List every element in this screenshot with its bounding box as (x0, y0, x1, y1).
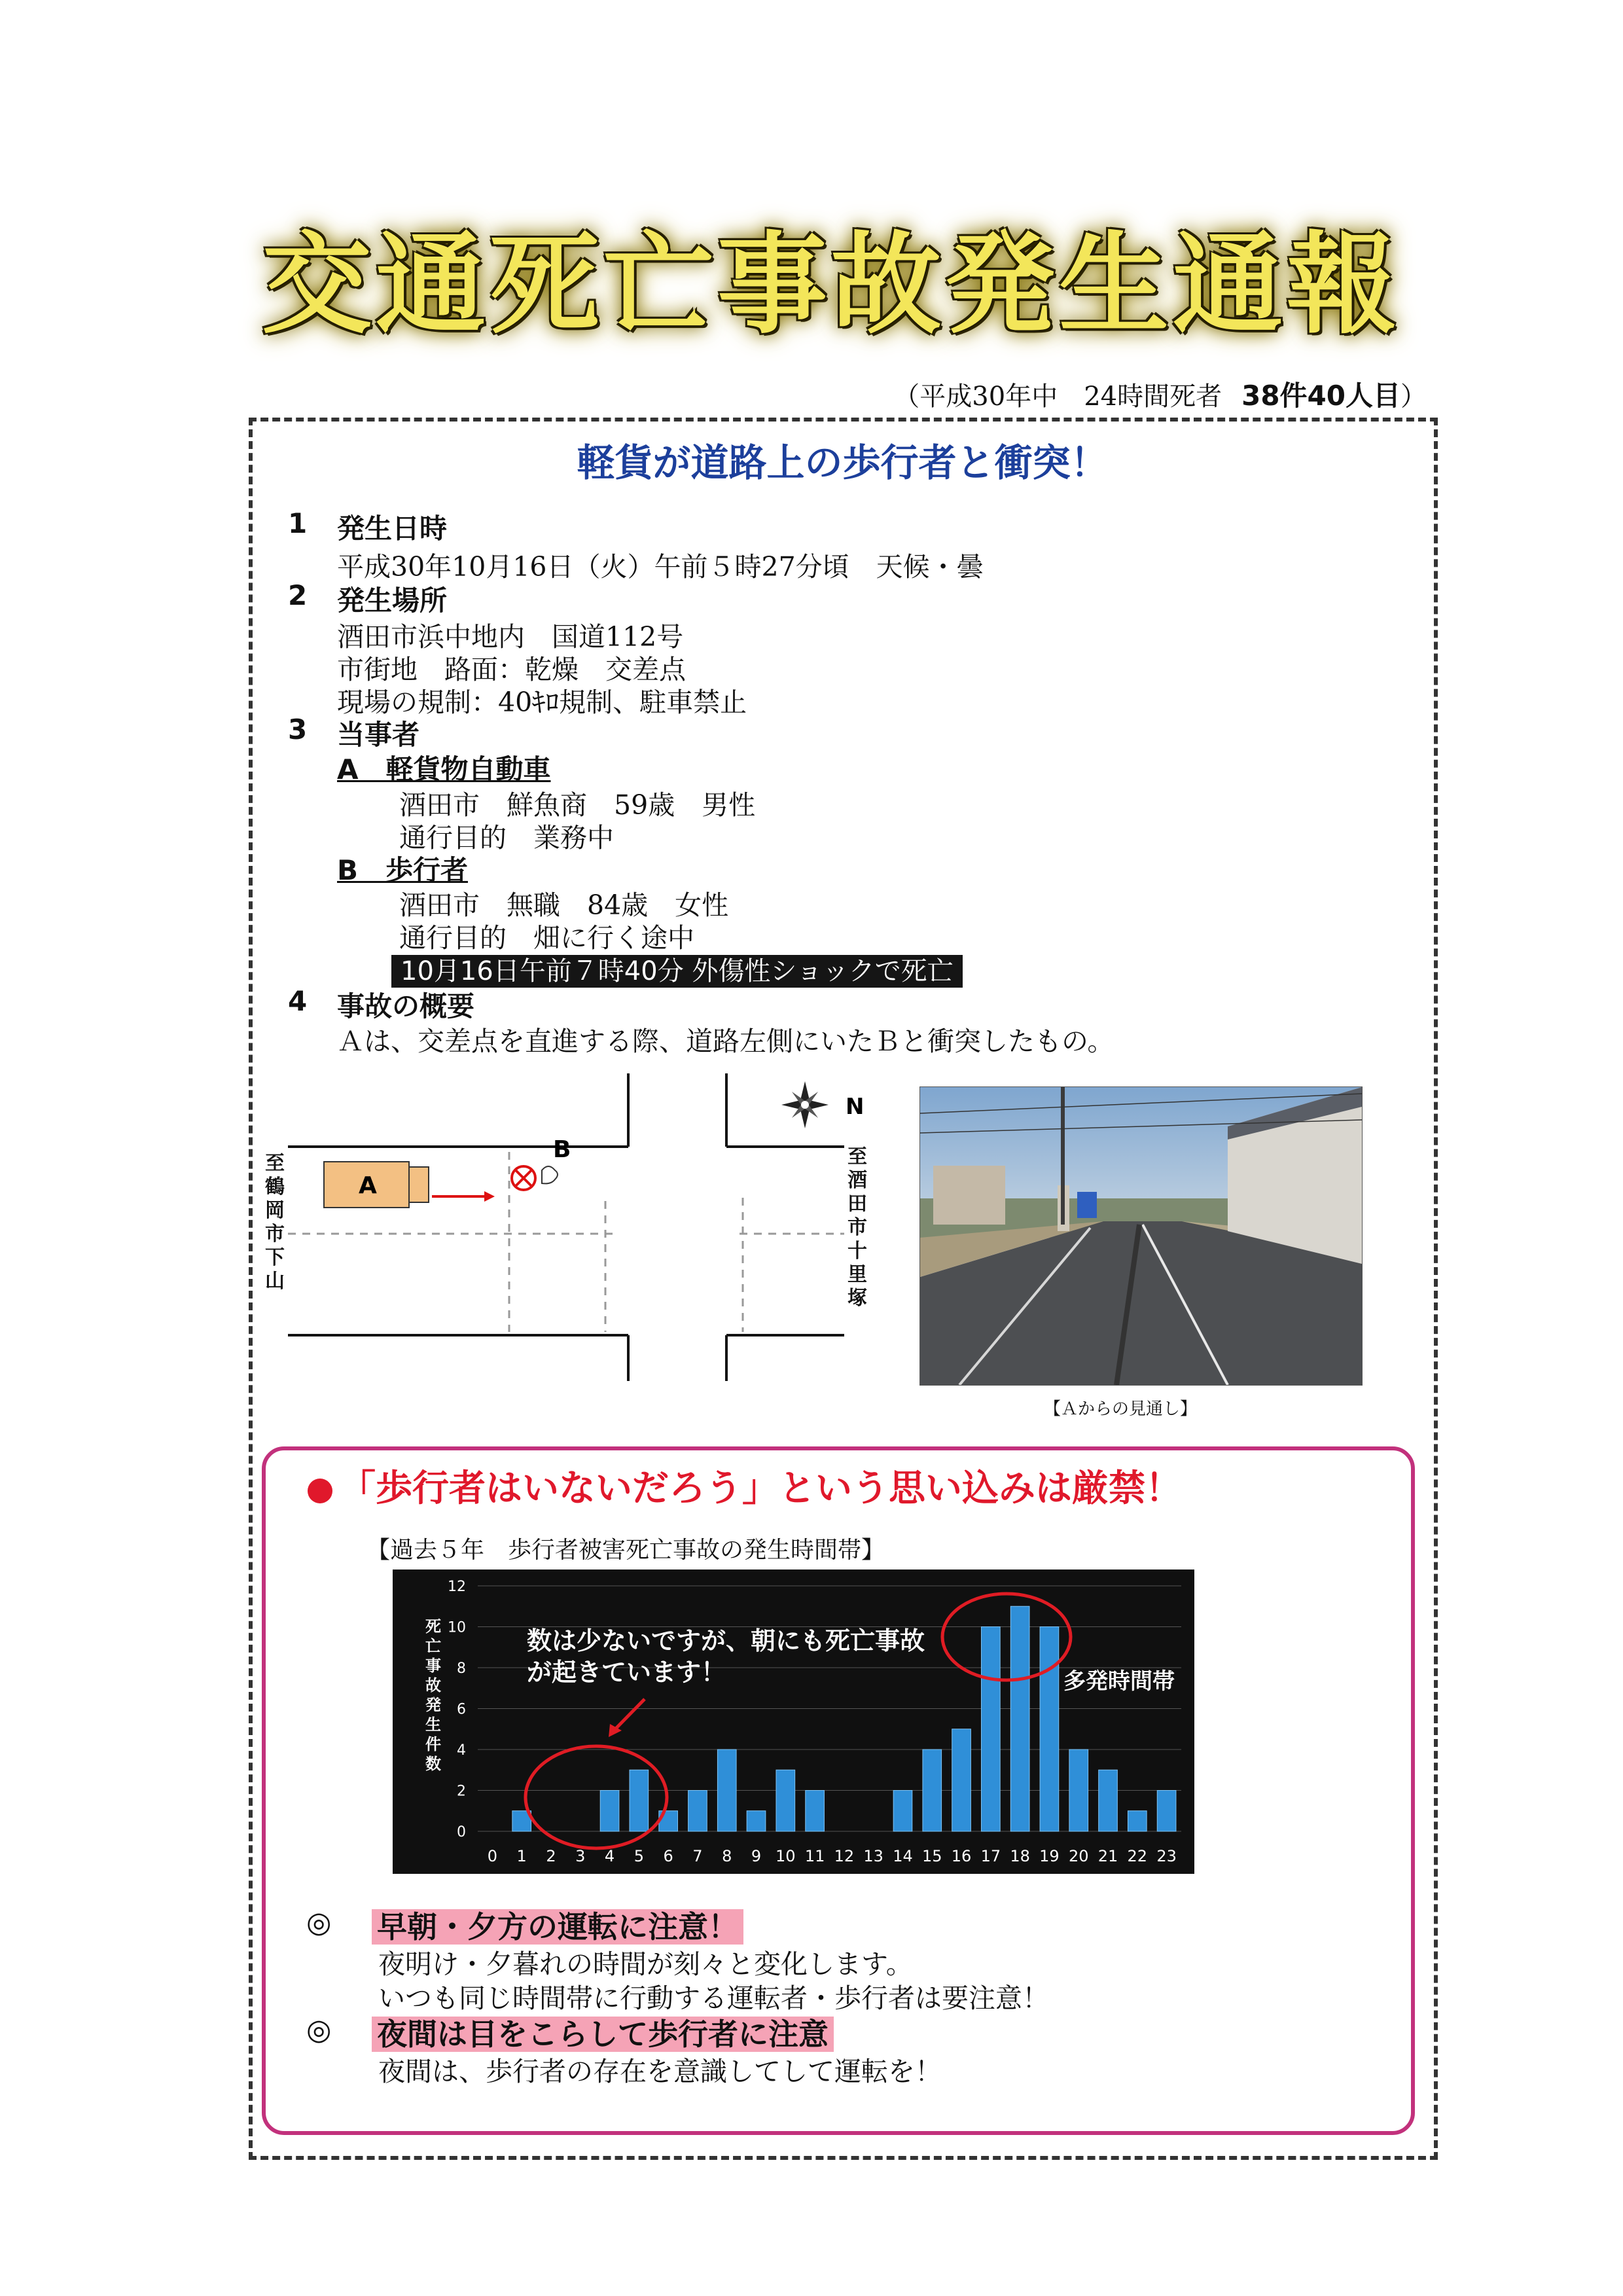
tip-2-heading: 夜間は目をこらして歩行者に注意 (372, 2017, 834, 2052)
fatality-count-line (893, 374, 1427, 414)
road-view-photo (919, 1086, 1363, 1386)
accident-summary: Ａは、交差点を直進する際、道路左側にいたＢと衝突したもの。 (337, 1026, 1115, 1057)
compass-icon (781, 1081, 829, 1128)
fatality-count-prefix: （平成30年中 24時間死者 (893, 382, 1222, 412)
chart-x-tick-label: 20 (1068, 1847, 1089, 1865)
chart-bar-hour-5 (630, 1770, 649, 1831)
east-destination-label: 至酒田市十里塚 (847, 1145, 867, 1310)
chart-bar-hour-9 (747, 1811, 766, 1831)
tip-2-mark: ◎ (306, 2013, 332, 2047)
section-1-number: 1 (288, 507, 308, 539)
party-b-heading: B 歩行者 (337, 854, 469, 886)
fatality-count-suffix: ） (1400, 382, 1427, 412)
west-destination-label: 至鶴岡市下山 (265, 1152, 285, 1293)
chart-x-tick-label: 21 (1097, 1847, 1118, 1865)
chart-bar-hour-8 (717, 1749, 736, 1831)
chart-annotation-morning-line-1: 数は少ないですが、朝にも死亡事故 (527, 1626, 925, 1655)
section-1-heading: 発生日時 (337, 512, 448, 545)
section-4-number: 4 (288, 985, 308, 1017)
chart-x-tick-label: 13 (863, 1847, 883, 1865)
tip-1-mark: ◎ (306, 1906, 332, 1939)
chart-bar-hour-21 (1099, 1770, 1118, 1831)
north-label: N (846, 1094, 865, 1120)
party-a-line-2: 通行目的 業務中 (399, 822, 614, 853)
party-b-line-2: 通行目的 畑に行く途中 (399, 922, 694, 954)
chart-x-tick-label: 15 (921, 1847, 942, 1865)
chart-x-tick-label: 4 (604, 1847, 615, 1865)
chart-bar-hour-11 (806, 1791, 825, 1832)
red-dot-icon (308, 1479, 332, 1503)
chart-x-tick-label: 7 (692, 1847, 703, 1865)
tip-1-heading: 早朝・夕方の運転に注意！ (372, 1909, 743, 1945)
chart-y-tick-label: 4 (457, 1742, 466, 1759)
chart-bar-hour-16 (952, 1729, 971, 1831)
chart-bar-hour-15 (923, 1749, 942, 1831)
section-2-heading: 発生場所 (337, 584, 448, 617)
tip-2-line-1: 夜間は、歩行者の存在を意識してして運転を！ (378, 2056, 942, 2087)
chart-y-tick-label: 6 (457, 1701, 466, 1718)
chart-bar-hour-23 (1157, 1791, 1176, 1832)
chart-x-tick-label: 5 (633, 1847, 644, 1865)
chart-bar-hour-17 (982, 1627, 1001, 1832)
chart-x-tick-label: 19 (1039, 1847, 1060, 1865)
chart-y-tick-label: 10 (448, 1619, 466, 1636)
direction-arrow-icon (484, 1191, 495, 1202)
chart-annotation-peak: 多発時間帯 (1063, 1668, 1175, 1695)
vehicle-a-label: A (359, 1172, 377, 1199)
section-3-number: 3 (288, 713, 308, 745)
chart-y-tick-label: 12 (448, 1579, 466, 1595)
chart-x-tick-label: 22 (1127, 1847, 1148, 1865)
tip-1-line-1: 夜明け・夕暮れの時間が刻々と変化します。 (378, 1948, 913, 1980)
fatal-accident-hour-chart (393, 1570, 1194, 1874)
section-3-heading: 当事者 (337, 719, 420, 751)
chart-x-tick-label: 9 (751, 1847, 762, 1865)
chart-x-tick-label: 11 (804, 1847, 825, 1865)
page-title: 交通死亡事故発生通報 (262, 221, 1400, 349)
party-a-line-1: 酒田市 鮮魚商 59歳 男性 (399, 789, 756, 821)
chart-x-tick-label: 12 (834, 1847, 855, 1865)
fatality-count: 38件40人目 (1241, 380, 1400, 412)
chart-x-tick-label: 6 (663, 1847, 673, 1865)
chart-bar-hour-22 (1128, 1811, 1147, 1831)
chart-x-tick-label: 3 (575, 1847, 586, 1865)
photo-caption: 【Ａからの見通し】 (1044, 1399, 1198, 1419)
chart-bar-hour-18 (1010, 1606, 1029, 1831)
chart-x-tick-label: 16 (951, 1847, 972, 1865)
chart-y-axis-label: 死亡事故発生件数 (425, 1617, 441, 1773)
chart-x-tick-label: 10 (776, 1847, 796, 1865)
warning-heading (308, 1460, 1182, 1512)
chart-y-tick-label: 2 (457, 1783, 466, 1800)
chart-x-tick-label: 2 (546, 1847, 556, 1865)
accident-headline: 軽貨が道路上の歩行者と衝突！ (577, 440, 1109, 485)
chart-x-tick-label: 1 (516, 1847, 527, 1865)
chart-x-tick-label: 14 (893, 1847, 913, 1865)
intersection-diagram (262, 1073, 877, 1388)
chart-y-tick-label: 0 (457, 1824, 466, 1840)
chart-bar-hour-19 (1040, 1627, 1059, 1832)
occurrence-datetime: 平成30年10月16日（火）午前５時27分頃 天候・曇 (337, 551, 984, 583)
pedestrian-icon (542, 1166, 558, 1183)
section-2-number: 2 (288, 579, 308, 611)
chart-y-tick-label: 8 (457, 1660, 466, 1677)
party-a-heading: A 軽貨物自動車 (337, 753, 551, 785)
party-b-line-1: 酒田市 無職 84歳 女性 (399, 889, 729, 921)
tip-1-line-2: いつも同じ時間帯に行動する運転者・歩行者は要注意！ (378, 1982, 1049, 2014)
chart-x-tick-label: 8 (722, 1847, 732, 1865)
chart-bar-hour-7 (688, 1791, 707, 1832)
location-line-2: 市街地 路面：乾燥 交差点 (337, 654, 686, 685)
chart-x-tick-label: 17 (980, 1847, 1001, 1865)
chart-x-tick-label: 0 (487, 1847, 498, 1865)
chart-bar-hour-20 (1069, 1749, 1088, 1831)
chart-bar-hour-10 (776, 1770, 795, 1831)
chart-bar-hour-14 (893, 1791, 912, 1832)
chart-title: 【過去５年 歩行者被害死亡事故の発生時間帯】 (366, 1537, 885, 1564)
chart-x-tick-label: 23 (1156, 1847, 1177, 1865)
chart-annotation-morning-line-2: が起きています！ (527, 1658, 726, 1687)
warning-text: 「歩行者はいないだろう」という思い込みは厳禁！ (339, 1467, 1182, 1510)
location-line-1: 酒田市浜中地内 国道112号 (337, 621, 684, 653)
section-4-heading: 事故の概要 (337, 990, 475, 1022)
chart-x-tick-label: 18 (1010, 1847, 1030, 1865)
location-line-3: 現場の規制：40ｷﾛ規制、駐車禁止 (337, 687, 747, 718)
pedestrian-label: B (553, 1136, 571, 1163)
chart-bar-hour-4 (600, 1791, 619, 1832)
party-b-result: 10月16日午前７時40分 外傷性ショックで死亡 (391, 955, 963, 988)
